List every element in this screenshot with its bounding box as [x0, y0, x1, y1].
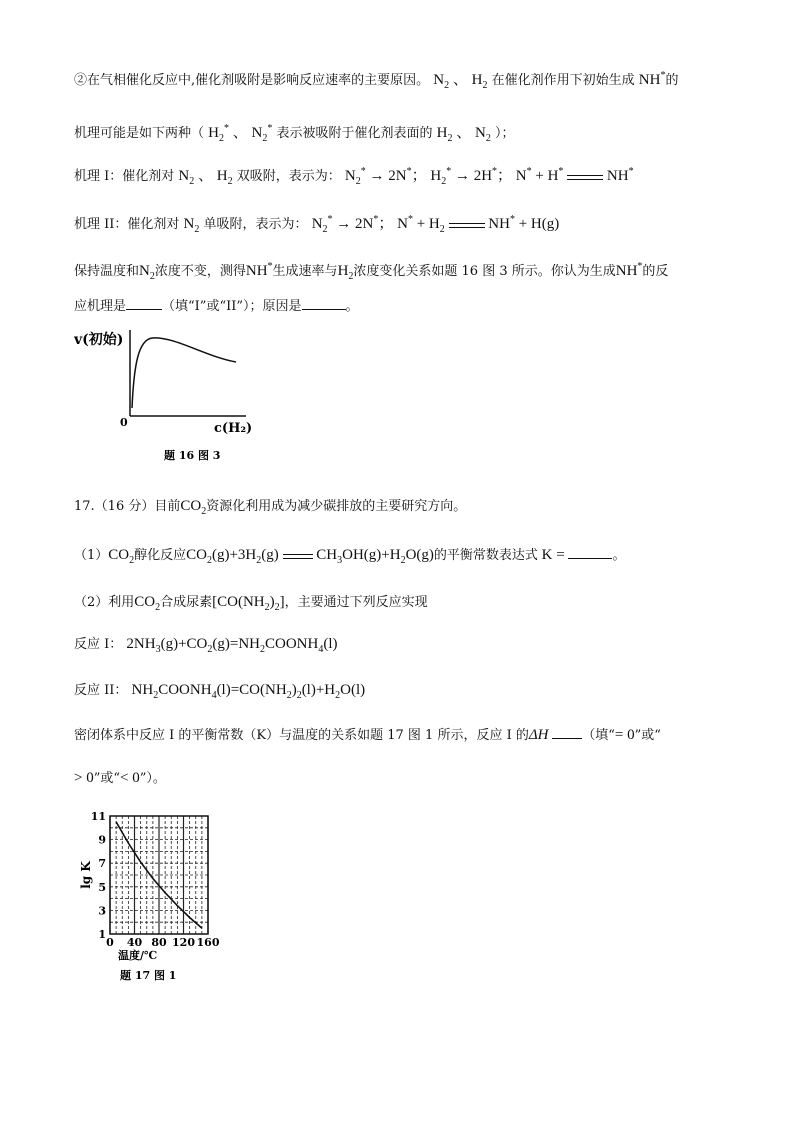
x-tick-label: 160	[196, 936, 220, 949]
mech2-equations: $N_2^* \to 2N^*$； $N^* + H_2$ NH* + H(g)	[311, 214, 560, 235]
mech1-equations: $N_2^* \to 2N^*$； $H_2^* \to 2H^*$； N* + H* NH*	[344, 166, 634, 187]
y-axis-label: lg K	[79, 861, 93, 889]
formula-n2-h2: $N_2$ 、 $H_2$	[433, 72, 488, 91]
x-tick-label: 80	[151, 936, 167, 949]
y-tick-label: 9	[98, 833, 106, 847]
x-tick-label: 40	[126, 936, 143, 949]
figure-17-1-chart	[74, 808, 254, 983]
y-tick-label: 1	[98, 928, 106, 941]
reaction-1: 反应 I： $2NH_3(g)+CO_2(g)=NH_2COONH_4(l)$	[74, 636, 338, 655]
mechanism-2: 机理 II：催化剂对 $N_2$ 单吸附，表示为： $N_2^* \to 2N^*$； $N^* + H_2$ NH* + H(g)	[74, 214, 560, 235]
methanol-equation: $CO_2(g)+3H_2(g)$ $CH_3OH(g)+H_2O(g)$	[186, 547, 434, 566]
q17-header: 17.（16 分）目前$CO_2$资源化利用成为减少碳排放的主要研究方向。	[74, 498, 467, 517]
para2-line1: 保持温度和$N_2$浓度不变，测得NH*生成速率与$H_2$浓度变化关系如题 16 图 3 所示。你认为生成NH*的反	[74, 261, 669, 282]
urea-formula: $[CO(NH_2)_2]$	[212, 594, 285, 613]
rate-curve	[132, 338, 236, 408]
answer-blank-reason[interactable]	[302, 295, 346, 310]
formula-nh-star: NH*	[638, 70, 666, 88]
x-tick-label: 120	[172, 936, 195, 949]
answer-blank-delta-h[interactable]	[552, 724, 582, 739]
fig16-origin: 0	[120, 416, 128, 429]
x-tick-label: 0	[106, 936, 114, 949]
figure-16-3	[74, 322, 274, 467]
para1-line1: ②在气相催化反应中,催化剂吸附是影响反应速率的主要原因。 $N_2$ 、 $H_2$ 在催化剂作用下初始生成 NH*的	[74, 70, 679, 91]
fig16-xlabel: c(H₂)	[214, 421, 253, 436]
reaction-2: 反应 II： $NH_2COONH_4(l)=CO(NH_2)_2(l)+H_2O(l)$	[74, 682, 366, 701]
y-tick-label: 7	[98, 857, 106, 871]
q17-part2: （2）利用$CO_2$合成尿素$[CO(NH_2)_2]$，主要通过下列反应实现	[74, 594, 428, 613]
q17-question-line1: 密闭体系中反应 I 的平衡常数（K）与温度的关系如题 17 图 1 所示，反应 I 的ΔH （填“= 0”或“	[74, 724, 661, 746]
q17-part1: $(1)CO_2$醇化反应$CO_2(g)+3H_2(g)$ $CH_3OH(g)+H_2O(g)$的平衡常数表达式 K = 。	[74, 544, 625, 571]
chart-caption: 题 17 图 1	[120, 969, 177, 982]
x-axis-label: 温度/℃	[118, 949, 158, 962]
mechanism-1: 机理 I：催化剂对 $N_2$ 、 $H_2$ 双吸附，表示为： $N_2^* \to 2N^*$； $H_2^* \to 2H^*$； N* + H* NH*	[74, 166, 634, 187]
answer-blank-mechanism[interactable]	[126, 295, 162, 310]
fig16-caption: 题 16 图 3	[164, 449, 221, 462]
para2-line2: 应机理是 （填“I”或“II”）；原因是 。	[74, 295, 359, 317]
y-tick-label: 11	[90, 810, 106, 823]
para1-line2: 机理可能是如下两种（ $H_2^*$ 、 $N_2^*$ 表示被吸附于催化剂表面的 $H_2$ 、 $N_2$ ）；	[74, 123, 515, 144]
fig16-ylabel: v(初始)	[74, 332, 124, 348]
q17-question-line2: > 0”或“< 0”）。	[74, 770, 166, 786]
answer-blank-k-expression[interactable]	[568, 544, 612, 559]
y-tick-label: 5	[98, 880, 106, 894]
y-tick-label: 3	[98, 904, 106, 918]
